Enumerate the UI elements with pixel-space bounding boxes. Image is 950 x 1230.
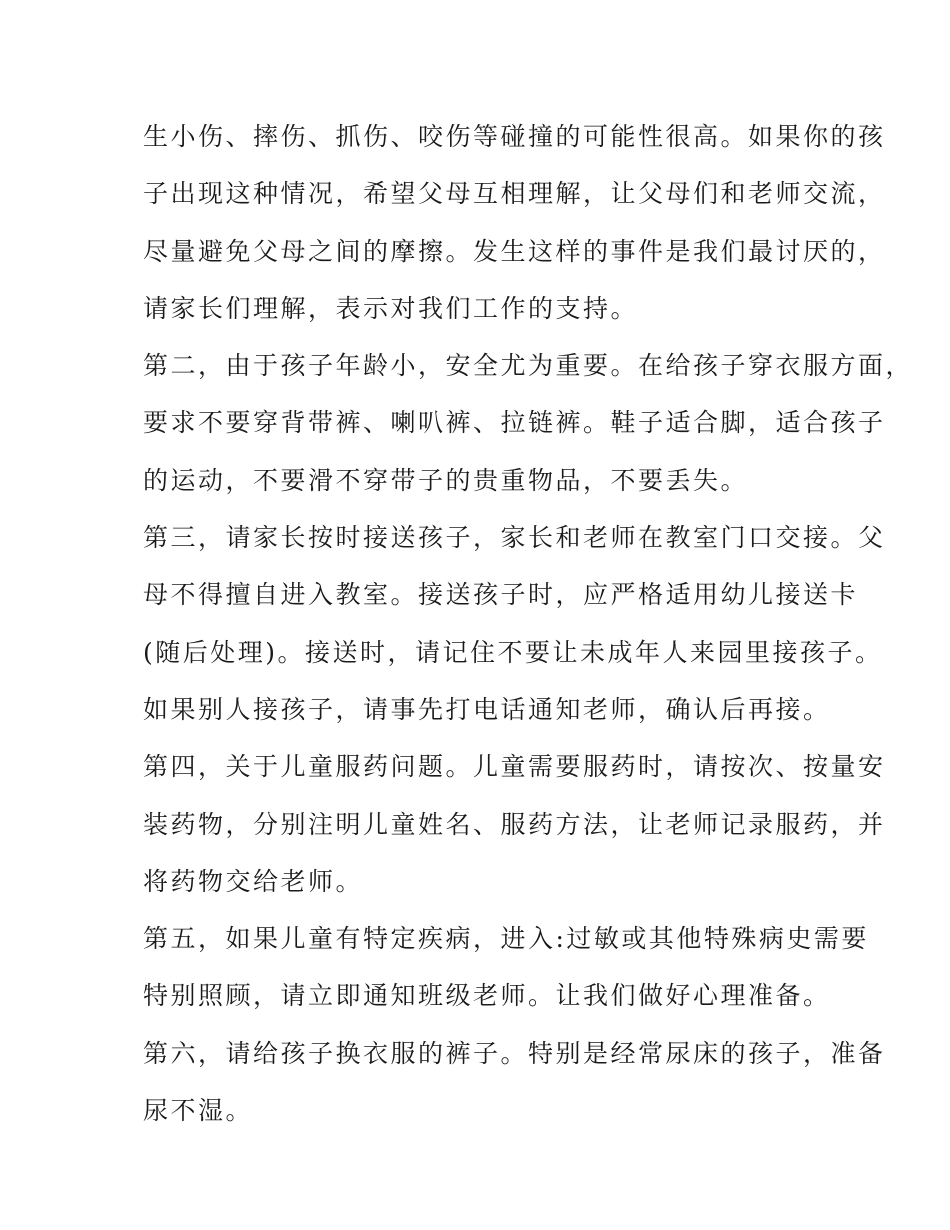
text-line: 第三，请家长按时接送孩子，家长和老师在教室门口交接。父 <box>143 523 886 553</box>
text-line: 母不得擅自进入教室。接送孩子时，应严格适用幼儿接送卡 <box>143 580 859 610</box>
text-line: 特别照顾，请立即通知班级老师。让我们做好心理准备。 <box>143 981 831 1011</box>
text-line: 的运动，不要滑不穿带子的贵重物品，不要丢失。 <box>143 465 749 495</box>
text-line: 将药物交给老师。 <box>143 866 364 896</box>
text-line: 生小伤、摔伤、抓伤、咬伤等碰撞的可能性很高。如果你的孩 <box>143 122 886 151</box>
text-line: 尿不湿。 <box>143 1096 254 1126</box>
text-line: 第二，由于孩子年龄小，安全尤为重要。在给孩子穿衣服方面， <box>143 351 914 381</box>
text-line: 第四，关于儿童服药问题。儿童需要服药时，请按次、按量安 <box>143 752 886 782</box>
text-line: 子出现这种情况，希望父母互相理解，让父母们和老师交流， <box>143 179 886 209</box>
text-line: (随后处理)。接送时，请记住不要让未成年人来园里接孩子。 <box>143 637 883 667</box>
text-line: 请家长们理解，表示对我们工作的支持。 <box>143 293 639 323</box>
text-line: 装药物，分别注明儿童姓名、服药方法，让老师记录服药，并 <box>143 809 886 839</box>
text-line: 第六，请给孩子换衣服的裤子。特别是经常尿床的孩子，准备 <box>143 1038 886 1068</box>
text-line: 第五，如果儿童有特定疾病，进入:过敏或其他特殊病史需要 <box>143 924 869 954</box>
text-line: 如果别人接孩子，请事先打电话通知老师，确认后再接。 <box>143 694 831 724</box>
text-line: 尽量避免父母之间的摩擦。发生这样的事件是我们最讨厌的， <box>143 236 886 266</box>
text-line: 要求不要穿背带裤、喇叭裤、拉链裤。鞋子适合脚，适合孩子 <box>143 408 886 438</box>
document-body <box>143 108 914 1139</box>
